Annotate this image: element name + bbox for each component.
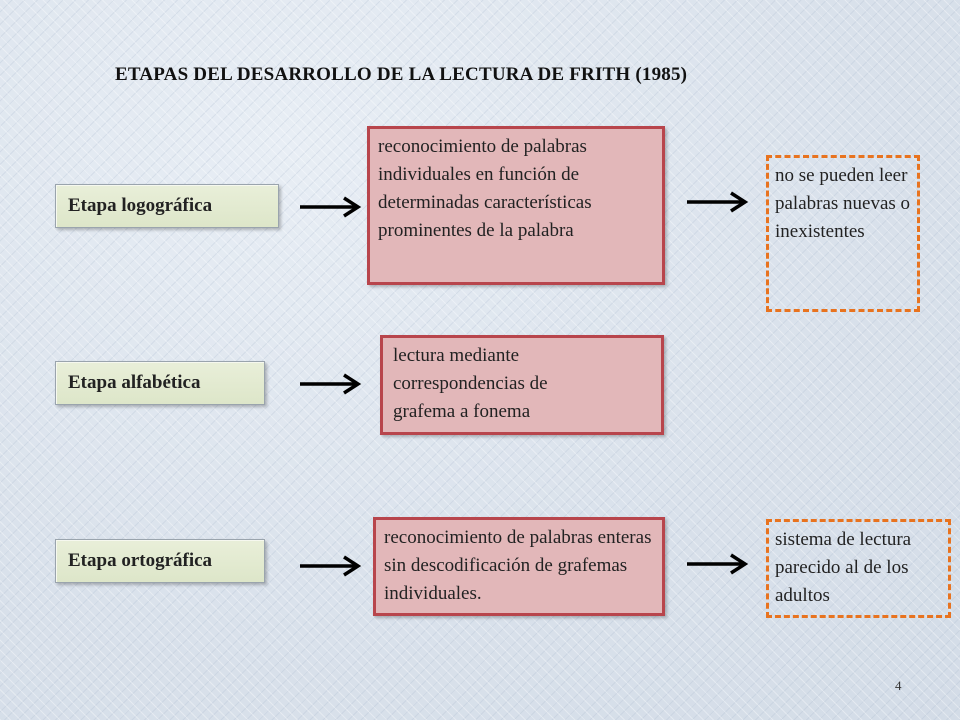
diagram-title: ETAPAS DEL DESARROLLO DE LA LECTURA DE FRITH (1985)	[115, 64, 688, 85]
stage-orthographic-label: Etapa ortográfica	[55, 539, 265, 583]
arrow-icon	[298, 373, 364, 395]
stage-orthographic-result: sistema de lectura parecido al de los adultos	[766, 519, 951, 618]
stage-alphabetic-label: Etapa alfabética	[55, 361, 265, 405]
arrow-icon	[298, 555, 364, 577]
arrow-icon	[298, 196, 364, 218]
stage-logographic-description: reconocimiento de palabras individuales en función de determinadas características prominentes de la palabra	[367, 126, 665, 285]
stage-alphabetic-description: lectura mediante correspondencias de grafema a fonema	[380, 335, 664, 435]
arrow-icon	[685, 191, 751, 213]
stage-logographic-result: no se pueden leer palabras nuevas o inexistentes	[766, 155, 920, 312]
arrow-icon	[685, 553, 751, 575]
stage-logographic-label: Etapa logográfica	[55, 184, 279, 228]
stage-orthographic-description: reconocimiento de palabras enteras sin descodificación de grafemas individuales.	[373, 517, 665, 616]
page-number: 4	[895, 678, 902, 693]
